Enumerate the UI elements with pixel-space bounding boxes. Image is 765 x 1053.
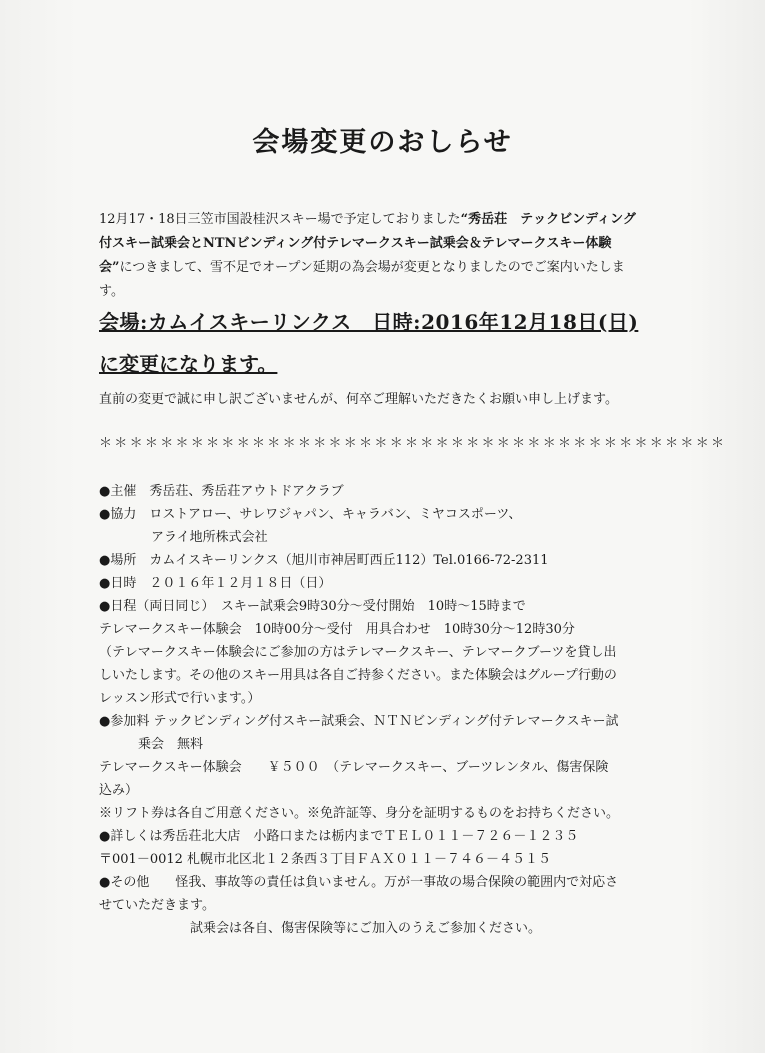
detail-line-other: ●その他 怪我、事故等の責任は負いません。万が一事故の場合保険の範囲内で対応さ <box>99 875 619 890</box>
detail-line-date: ●日時 ２０１６年１２月１８日（日） <box>99 576 332 591</box>
intro-event-name: “秀岳荘 テックビンディング付スキー試乗会とNTNビンディング付テレマークスキー試乗会＆テレマークスキー体験会” <box>99 212 636 275</box>
venue-announcement: 会場:カムイスキーリンクス 日時:2016年12月18日(日) <box>99 310 639 334</box>
apology-text: 直前の変更で誠に申し訳ございませんが、何卒ご理解いただきたくお願い申し上げます。 <box>99 392 618 407</box>
detail-line-location: ●場所 カムイスキーリンクス（旭川市神居町西丘112）Tel.0166-72-2311 <box>99 553 549 568</box>
intro-paragraph <box>99 208 639 304</box>
detail-line-telemark-fee-cont: 込み） <box>99 783 139 798</box>
venue-announcement-cont: に変更になります。 <box>99 352 278 376</box>
detail-line-lift-note: ※リフト券は各自ご用意ください。※免許証等、身分を証明するものをお持ちください。 <box>99 806 620 821</box>
detail-line-insurance: 試乗会は各自、傷害保険等にご加入のうえご参加ください。 <box>99 921 542 936</box>
page-title: 会場変更のおしらせ <box>252 127 513 158</box>
separator-stars: ＊＊＊＊＊＊＊＊＊＊＊＊＊＊＊＊＊＊＊＊＊＊＊＊＊＊＊＊＊＊＊＊＊＊＊＊＊＊＊＊＊ <box>99 436 727 451</box>
detail-line-schedule: ●日程（両日同じ） スキー試乗会9時30分～受付開始 10時～15時まで <box>99 599 526 614</box>
detail-line-address: 〒001－0012 札幌市北区北１２条西３丁目ＦＡＸ０１１－７４６－４５１５ <box>99 852 552 867</box>
detail-line-rental-note-3: レッスン形式で行います。） <box>99 691 261 706</box>
detail-line-rental-note: （テレマークスキー体験会にご参加の方はテレマークスキー、テレマークブーツを貸し出 <box>99 645 617 660</box>
detail-line-contact: ●詳しくは秀岳荘北大店 小路口または栃内までＴＥＬ０１１－７２６－１２３５ <box>99 829 579 844</box>
detail-line-fee: ●参加料 テックビンディング付スキー試乗会、ＮＴＮビンディング付テレマークスキー試 <box>99 714 619 729</box>
intro-text-1: 12月17・18日三笠市国設桂沢スキー場で予定しておりました <box>99 212 461 227</box>
intro-text-2: につきまして、雪不足でオープン延期の為会場が変更となりましたのでご案内いたします。 <box>99 260 625 299</box>
detail-line-telemark-schedule: テレマークスキー体験会 10時00分～受付 用具合わせ 10時30分～12時30分 <box>99 622 575 637</box>
detail-line-other-cont: せていただきます。 <box>99 898 215 913</box>
detail-line-cooperation-cont: アライ地所株式会社 <box>99 530 268 545</box>
detail-line-fee-cont: 乗会 無料 <box>99 737 204 752</box>
detail-line-telemark-fee: テレマークスキー体験会 ￥５００ （テレマークスキー、ブーツレンタル、傷害保険 <box>99 760 609 775</box>
detail-line-organizer: ●主催 秀岳荘、秀岳荘アウトドアクラブ <box>99 484 344 499</box>
detail-line-cooperation: ●協力 ロストアロー、サレワジャパン、キャラバン、ミヤコスポーツ、 <box>99 507 522 522</box>
detail-line-rental-note-2: しいたします。その他のスキー用具は各自ご持参ください。また体験会はグループ行動の <box>99 668 617 683</box>
